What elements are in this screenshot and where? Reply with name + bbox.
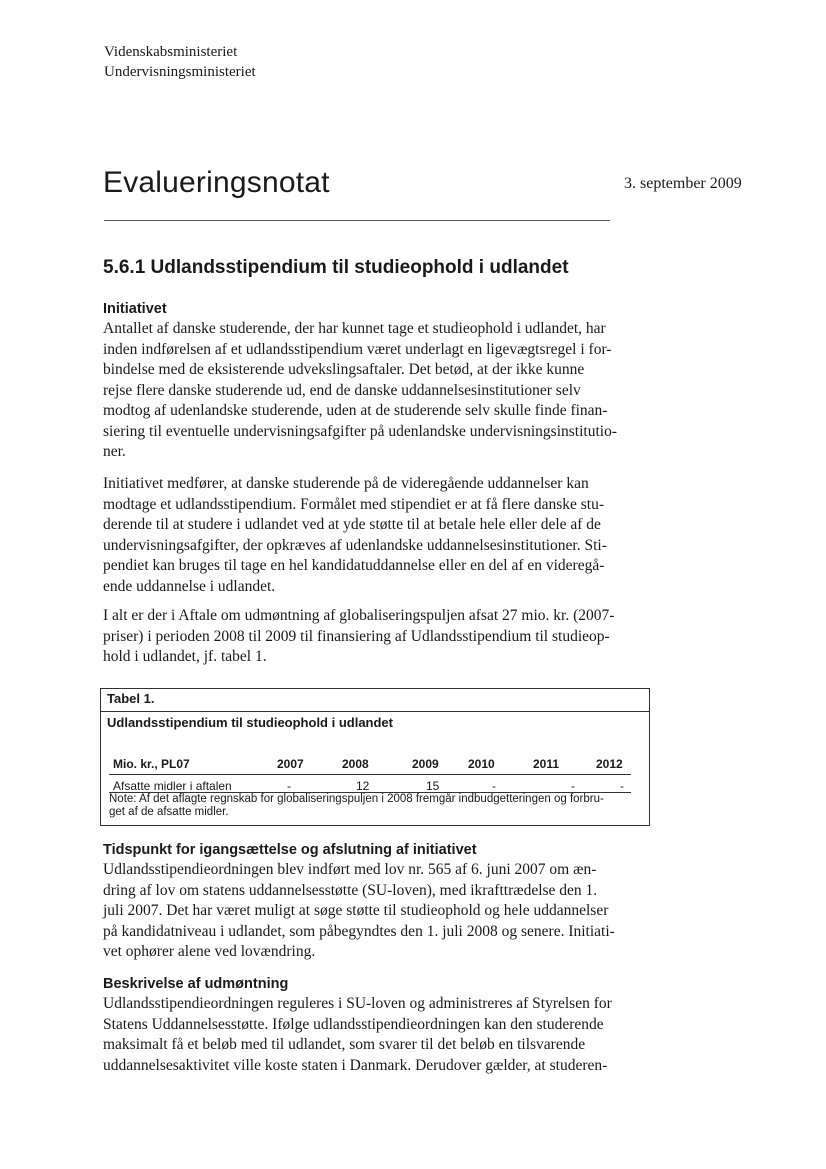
table-label: Tabel 1. xyxy=(107,691,155,706)
table-cell: - xyxy=(492,779,496,793)
initiativet-heading: Initiativet xyxy=(103,301,167,317)
text-line: hold i udlandet, jf. tabel 1. xyxy=(103,648,267,665)
title-divider xyxy=(104,220,610,221)
initiativet-section xyxy=(103,299,633,463)
table-1 xyxy=(100,688,650,826)
table-header-cell: 2010 xyxy=(468,757,495,771)
text-line: på kandidatniveau i udlandet, som påbegyndtes den 1. juli 2008 og senere. Initiati- xyxy=(103,922,615,940)
paragraph-block xyxy=(103,474,633,597)
table-header-cell: 2008 xyxy=(342,757,369,771)
paragraph xyxy=(103,994,633,1076)
table-header-cell: 2011 xyxy=(533,757,560,771)
document-title: Evalueringsnotat xyxy=(103,166,330,199)
table-cell: - xyxy=(620,779,624,793)
ministry-line: Videnskabsministeriet xyxy=(104,44,238,60)
table-header-cell: 2007 xyxy=(277,757,304,771)
table-note-line: Note: Af det aflagte regnskab for globaliseringspuljen i 2008 fremgår indbudgetteringen og forbru- xyxy=(109,793,604,805)
table-rule xyxy=(109,774,631,775)
table-note-line: get af de afsatte midler. xyxy=(109,806,229,818)
text-line: pendiet kan bruges til tage en hel kandidatuddannelse eller en del af en videregå- xyxy=(103,557,605,574)
tidspunkt-section xyxy=(103,840,633,963)
table-cell: 15 xyxy=(426,779,440,793)
text-line: Udlandsstipendieordningen blev indført med lov nr. 565 af 6. juni 2007 om æn- xyxy=(103,861,597,878)
table-header-cell: Mio. kr., PL07 xyxy=(113,757,190,771)
table-cell: - xyxy=(571,779,575,793)
paragraph xyxy=(103,606,633,668)
text-line: I alt er der i Aftale om udmøntning af globaliseringspuljen afsat 27 mio. kr. (2007- xyxy=(103,607,615,624)
text-line: vet ophører alene ved lovændring. xyxy=(103,943,316,960)
table-note xyxy=(109,793,604,819)
text-line: ner. xyxy=(103,443,126,460)
tidspunkt-heading: Tidspunkt for igangsættelse og afslutning af initiativet xyxy=(103,842,477,858)
table-title: Udlandsstipendium til studieophold i udlandet xyxy=(107,715,393,730)
table-cell: 12 xyxy=(356,779,370,793)
text-line: Udlandsstipendieordningen reguleres i SU-loven og administreres af Styrelsen for xyxy=(103,995,612,1012)
text-line: Initiativet medfører, at danske studerende på de videregående uddannelser kan xyxy=(103,475,589,492)
table-cell: Afsatte midler i aftalen xyxy=(113,779,232,793)
text-line: undervisningsafgifter, der opkræves af udenlandske uddannelsesinstitutioner. Sti- xyxy=(103,536,607,554)
section-heading: 5.6.1 Udlandsstipendium til studieophold i udlandet xyxy=(103,257,569,278)
text-line: inden indførelsen af et udlandsstipendium været underlagt en ligevægtsregel i for- xyxy=(103,340,612,358)
text-line: modtage et udlandsstipendium. Formålet med stipendiet er at få flere danske stu- xyxy=(103,495,605,513)
text-line: Antallet af danske studerende, der har kunnet tage et studieophold i udlandet, har xyxy=(103,320,606,337)
ministry-line: Undervisningsministeriet xyxy=(104,64,256,80)
text-line: dring af lov om statens uddannelsesstøtte (SU-loven), med ikrafttrædelse den 1. xyxy=(103,881,598,899)
text-line: uddannelsesaktivitet ville koste staten i Danmark. Derudover gælder, at studeren- xyxy=(103,1056,608,1074)
text-line: rejse flere danske studerende ud, end de danske uddannelsesinstitutioner selv xyxy=(103,381,581,399)
text-line: maksimalt få et beløb med til udlandet, som svarer til det beløb en tilsvarende xyxy=(103,1036,586,1053)
text-line: Statens Uddannelsesstøtte. Ifølge udlandsstipendieordningen kan den studerende xyxy=(103,1015,604,1033)
text-line: priser) i perioden 2008 til 2009 til finansiering af Udlandsstipendium til studieop- xyxy=(103,627,610,645)
text-line: juli 2007. Det har været muligt at søge støtte til studieophold og hele uddannelser xyxy=(103,902,609,919)
ministry-header xyxy=(104,42,256,82)
text-line: modtog af udenlandske studerende, uden at de studerende selv skulle finde finan- xyxy=(103,402,608,419)
table-header-cell: 2009 xyxy=(412,757,439,771)
table-divider xyxy=(101,711,649,712)
text-line: derende til at studere i udlandet ved at yde støtte til at betale hele eller dele af de xyxy=(103,516,601,533)
beskrivelse-section xyxy=(103,974,633,1076)
table-header-cell: 2012 xyxy=(596,757,623,771)
beskrivelse-heading: Beskrivelse af udmøntning xyxy=(103,976,289,992)
paragraph xyxy=(103,319,633,463)
table-cell: - xyxy=(287,779,291,793)
paragraph-block xyxy=(103,606,633,668)
paragraph xyxy=(103,860,633,963)
text-line: ende uddannelse i udlandet. xyxy=(103,577,276,595)
text-line: siering til eventuelle undervisningsafgifter på udenlandske undervisningsinstitutio- xyxy=(103,422,617,440)
paragraph xyxy=(103,474,633,597)
text-line: bindelse med de eksisterende udvekslingsaftaler. Det betød, at der ikke kunne xyxy=(103,361,585,378)
document-date: 3. september 2009 xyxy=(624,175,742,192)
